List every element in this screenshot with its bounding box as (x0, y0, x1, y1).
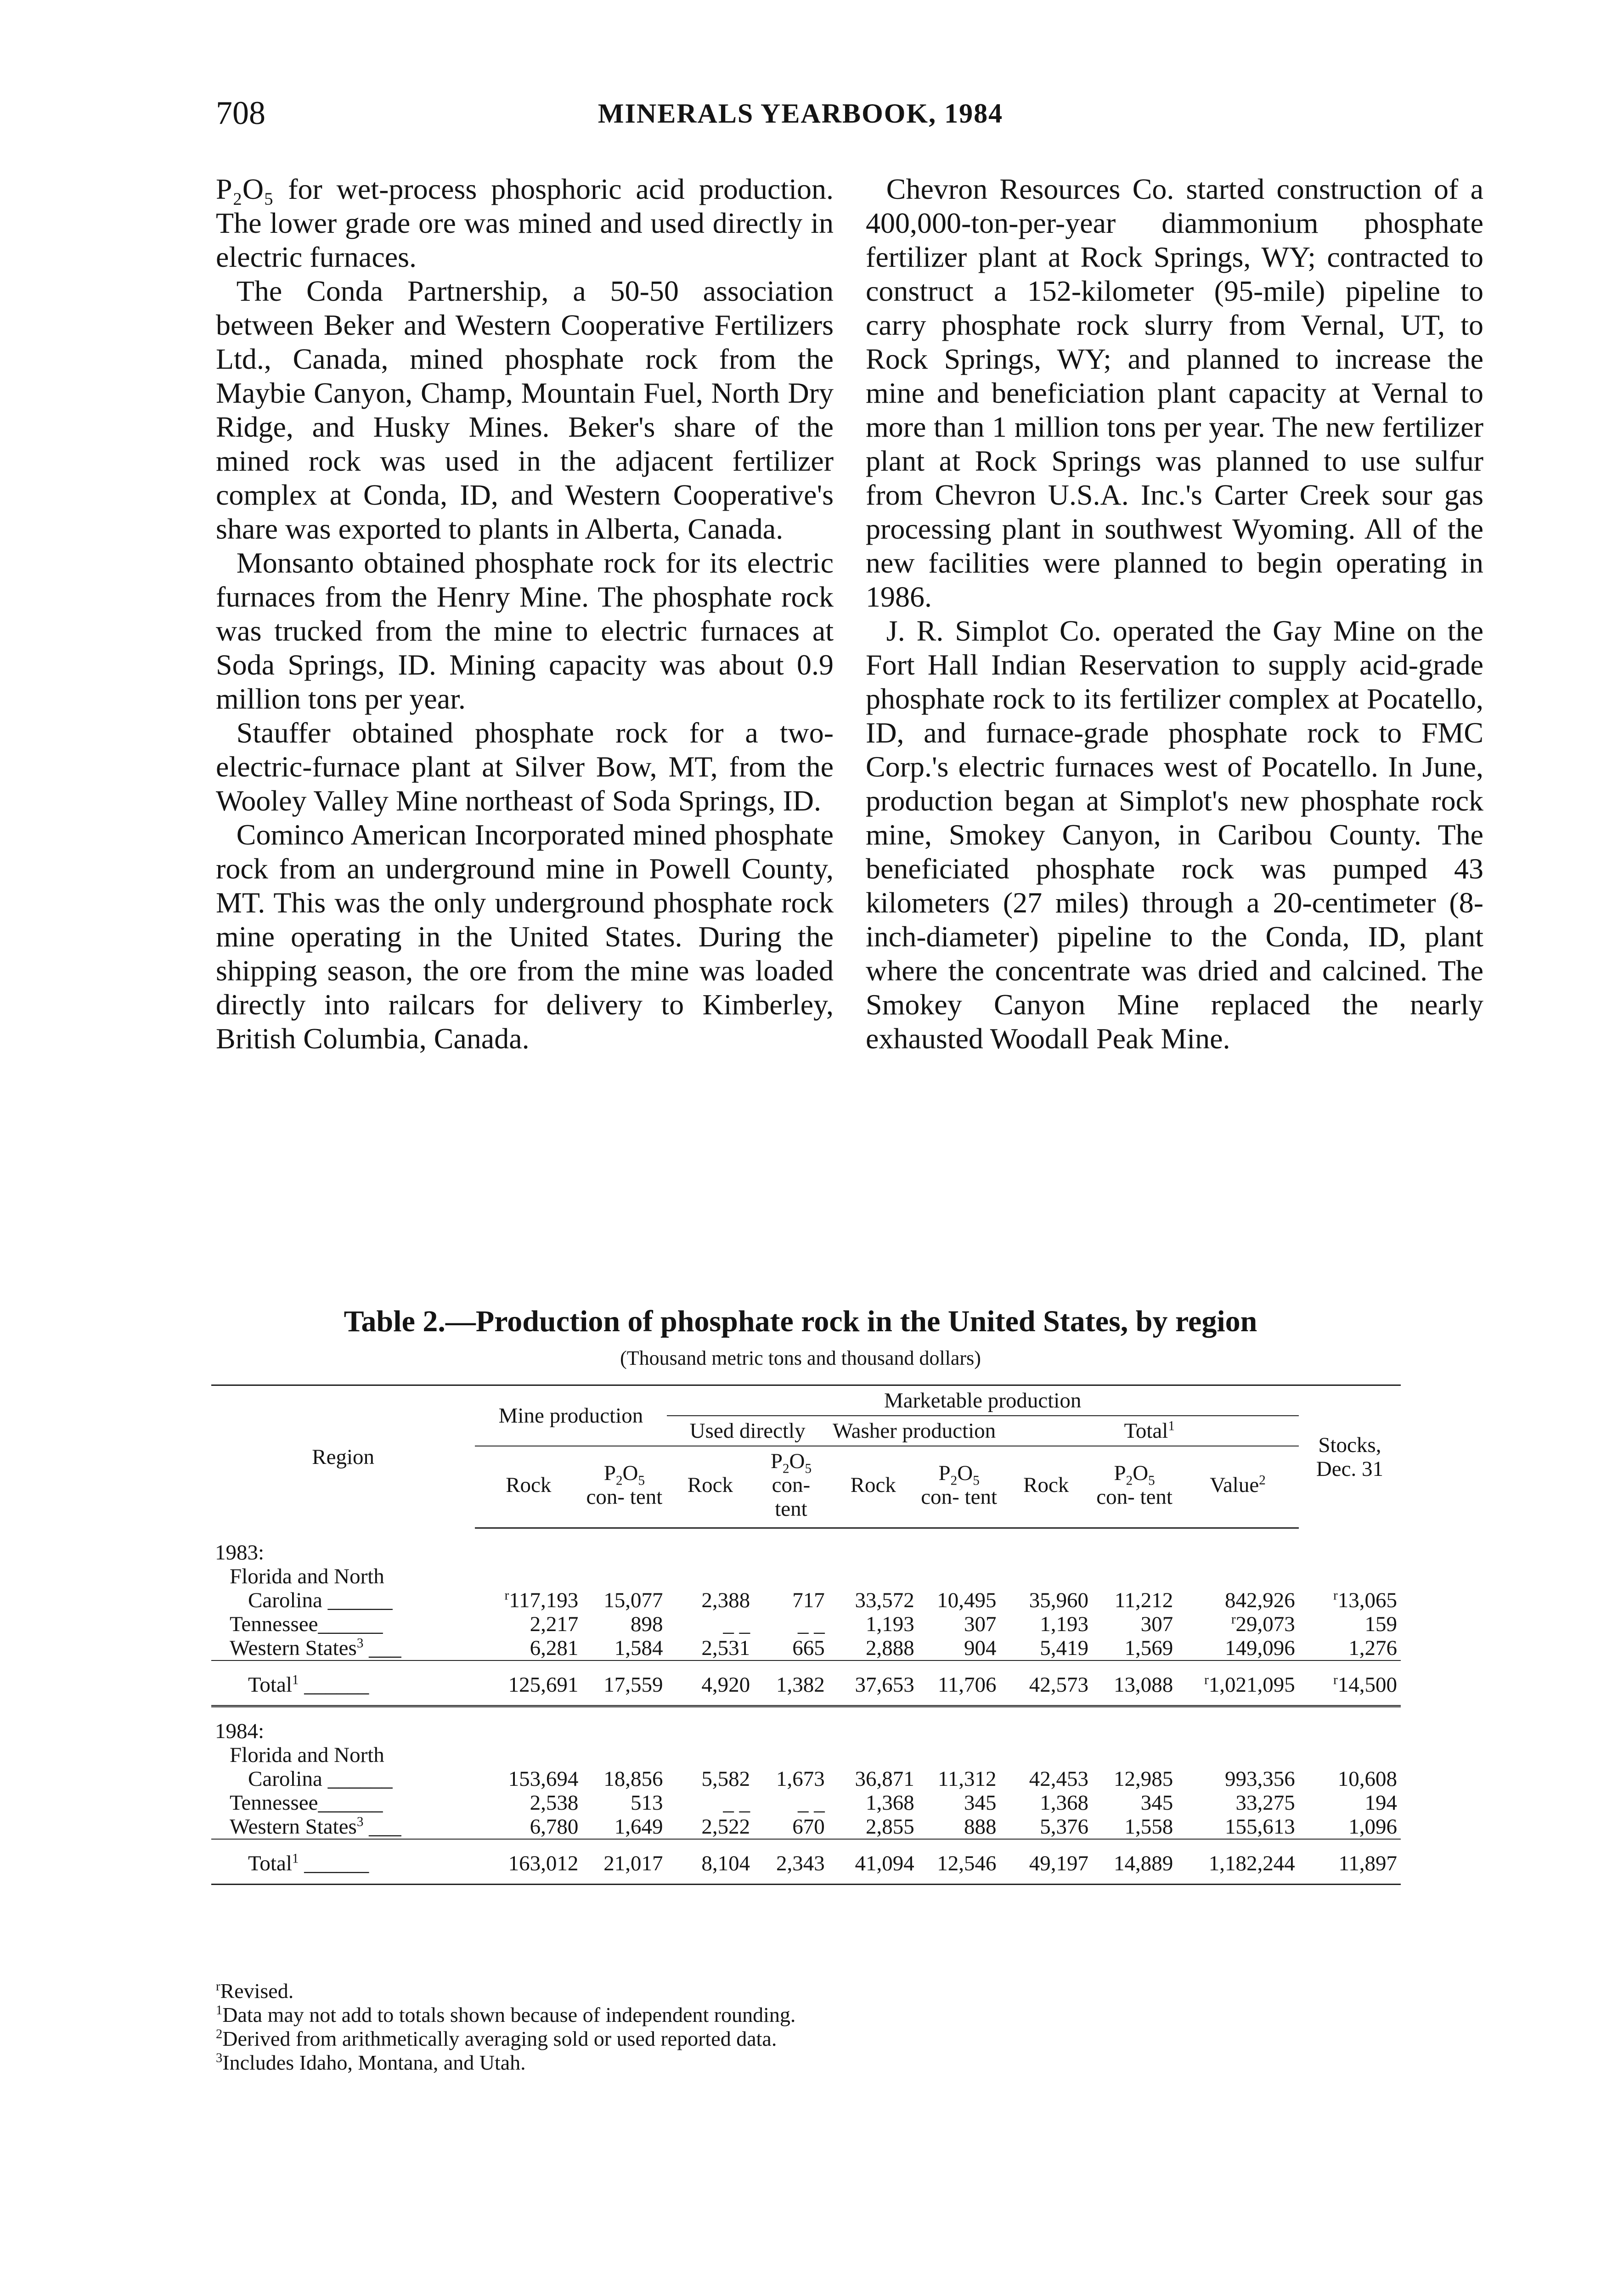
cell: 665 (792, 1636, 825, 1660)
cell: 904 (964, 1636, 997, 1660)
cell: 345 (1140, 1791, 1173, 1815)
cell: _ _ (797, 1612, 825, 1636)
cell: 37,653 (829, 1660, 918, 1706)
cell: 2,888 (866, 1636, 914, 1660)
cell: _ _ (723, 1791, 750, 1815)
cell: 5,376 (1040, 1815, 1089, 1839)
cell: 1,569 (1124, 1636, 1173, 1660)
right-text-column (866, 172, 1483, 1056)
cell: 155,613 (1225, 1815, 1295, 1839)
cell: 17,559 (582, 1660, 666, 1706)
header-p2o5-content: $P_2O_5$ con- tent (582, 1446, 666, 1528)
header-stocks: Stocks, Dec. 31 (1299, 1385, 1401, 1528)
cell: 2,855 (866, 1815, 914, 1839)
table-row (211, 1706, 1401, 1744)
cell: 33,275 (1235, 1791, 1295, 1815)
cell: 1,673 (776, 1767, 825, 1791)
running-title: MINERALS YEARBOOK, 1984 (598, 98, 1003, 129)
table-row (211, 1815, 1401, 1839)
table-row (211, 1528, 1401, 1565)
cell: 2,343 (754, 1839, 829, 1885)
table-row (211, 1791, 1401, 1815)
cell: 2,522 (701, 1815, 750, 1839)
cell: 888 (964, 1815, 997, 1839)
cell: 6,780 (530, 1815, 579, 1839)
header-rock: Rock (475, 1446, 582, 1528)
footnote-revised: $^r$Revised. (216, 1979, 294, 2003)
cell: 898 (631, 1612, 663, 1636)
cell: 153,694 (508, 1767, 579, 1791)
cell: 5,582 (701, 1767, 750, 1791)
cell: 4,920 (667, 1660, 754, 1706)
footnote-1: $^1$Data may not add to totals shown because of independent rounding. (216, 2003, 796, 2026)
table-row (211, 1767, 1401, 1791)
cell: 2,388 (701, 1588, 750, 1612)
table-row (211, 1636, 1401, 1660)
cell: 11,897 (1299, 1839, 1401, 1885)
paragraph-chevron: Chevron Resources Co. started construction of a 400,000-ton-per-year diammonium phosphate fertilizer plant at Rock Springs, WY; contracted to construct a 152-kilometer (95-mile) pipeline to carry phosphate rock slurry from Vernal, UT, to Rock Springs, WY; and planned to increase the mine and beneficiation plant capacity at Vernal to more than 1 million tons per year. The new fertilizer plant at Rock Springs was planned to use sulfur from Chevron U.S.A. Inc.'s Carter Creek sour gas processing plant in southwest Wyoming. All of the new facilities were planned to begin operating in 1986. (866, 173, 1483, 613)
header-washer-production: Washer production (829, 1416, 1000, 1446)
cell: 1,584 (614, 1636, 663, 1660)
cell: 21,017 (582, 1839, 666, 1885)
cell: 307 (964, 1612, 997, 1636)
cell: 1,096 (1348, 1815, 1397, 1839)
table-row (211, 1588, 1401, 1612)
footnote-3: $^3$Includes Idaho, Montana, and Utah. (216, 2051, 526, 2074)
cell: 1,193 (866, 1612, 914, 1636)
cell: $^r$14,500 (1299, 1660, 1401, 1706)
cell: 149,096 (1225, 1636, 1295, 1660)
cell: 717 (792, 1588, 825, 1612)
cell: 42,453 (1029, 1767, 1089, 1791)
table-title: Table 2.—Production of phosphate rock in the United States, by region (344, 1305, 1257, 1338)
cell: 1,382 (754, 1660, 829, 1706)
footnote-2: $^2$Derived from arithmetically averaging sold or used reported data. (216, 2027, 777, 2050)
header-total: Total$^1$ (1000, 1416, 1299, 1446)
cell: 670 (792, 1815, 825, 1839)
cell: 14,889 (1092, 1839, 1177, 1885)
cell: 159 (1364, 1612, 1397, 1636)
cell: 5,419 (1040, 1636, 1089, 1660)
cell: 8,104 (667, 1839, 754, 1885)
header-p2o5-content: $P_2O_5$ con- tent (754, 1446, 829, 1528)
cell: 513 (631, 1791, 663, 1815)
table-row (211, 1743, 1401, 1767)
cell: 1,193 (1040, 1612, 1089, 1636)
region-label: Tennessee______ (230, 1791, 383, 1815)
paragraph-p2o5: P₂O₅ for wet-process phosphoric acid production. The lower grade ore was mined and used directly in electric furnaces. (216, 173, 834, 273)
cell: 49,197 (1000, 1839, 1092, 1885)
year-label: 1984: (215, 1719, 265, 1743)
region-label: Western States$^3$ ___ (230, 1814, 401, 1839)
cell: 10,495 (937, 1588, 997, 1612)
cell: 42,573 (1000, 1660, 1092, 1706)
header-used-directly: Used directly (667, 1416, 829, 1446)
cell: 13,088 (1092, 1660, 1177, 1706)
paragraph-cominco: Cominco American Incorporated mined phosphate rock from an underground mine in Powell County, MT. This was the only underground phosphate rock mine operating in the United States. During the shipping season, the ore from the mine was loaded directly into railcars for delivery to Kimberley, British Columbia, Canada. (216, 818, 834, 1055)
region-label: Florida and North (230, 1743, 384, 1767)
cell: 163,012 (475, 1839, 582, 1885)
header-mine-production: Mine production (475, 1385, 666, 1446)
paragraph-stauffer: Stauffer obtained phosphate rock for a two-electric-furnace plant at Silver Bow, MT, from the Wooley Valley Mine northeast of Soda Springs, ID. (216, 716, 834, 817)
cell: 11,312 (938, 1767, 997, 1791)
cell: 41,094 (829, 1839, 918, 1885)
cell: 18,856 (603, 1767, 663, 1791)
cell: 1,368 (1040, 1791, 1089, 1815)
table-row (211, 1564, 1401, 1588)
cell: $^r$29,073 (1231, 1612, 1295, 1636)
page-header (0, 94, 1601, 131)
header-region: Region (211, 1385, 475, 1528)
region-label: Total$^1$ ______ (211, 1660, 475, 1706)
header-rock: Rock (1000, 1446, 1092, 1528)
cell: 1,558 (1124, 1815, 1173, 1839)
table-row-total (211, 1839, 1401, 1885)
table-row-total (211, 1660, 1401, 1706)
page-number: 708 (216, 95, 265, 131)
cell: 12,546 (918, 1839, 1000, 1885)
cell: 10,608 (1337, 1767, 1397, 1791)
cell: 15,077 (603, 1588, 663, 1612)
cell: 993,356 (1225, 1767, 1295, 1791)
region-label: Total$^1$ ______ (211, 1839, 475, 1885)
cell: 1,649 (614, 1815, 663, 1839)
cell: 1,368 (866, 1791, 914, 1815)
left-text-column (216, 172, 834, 1056)
cell: $^r$117,193 (504, 1588, 579, 1612)
header-p2o5-content: $P_2O_5$ con- tent (1092, 1446, 1177, 1528)
paragraph-conda: The Conda Partnership, a 50-50 association between Beker and Western Cooperative Fertilizers Ltd., Canada, mined phosphate rock from the Maybie Canyon, Champ, Mountain Fuel, North Dry Ridge, and Husky Mines. Beker's share of the mined rock was used in the adjacent fertilizer complex at Conda, ID, and Western Cooperative's share was exported to plants in Alberta, Canada. (216, 275, 834, 545)
cell: 125,691 (475, 1660, 582, 1706)
header-rock: Rock (667, 1446, 754, 1528)
header-value: Value$^2$ (1177, 1446, 1299, 1528)
region-label: Carolina ______ (248, 1767, 393, 1791)
cell: 12,985 (1113, 1767, 1173, 1791)
cell: 307 (1140, 1612, 1173, 1636)
cell: 194 (1364, 1791, 1397, 1815)
header-marketable-production: Marketable production (667, 1385, 1299, 1416)
cell: 11,212 (1114, 1588, 1173, 1612)
region-label: Western States$^3$ ___ (230, 1636, 401, 1660)
cell: 345 (964, 1791, 997, 1815)
region-label: Tennessee______ (230, 1612, 383, 1636)
cell: 2,538 (530, 1791, 579, 1815)
cell: 36,871 (855, 1767, 914, 1791)
cell: 6,281 (530, 1636, 579, 1660)
table-row (211, 1612, 1401, 1636)
table-header-row-1 (211, 1385, 1401, 1416)
cell: 1,182,244 (1177, 1839, 1299, 1885)
production-table (211, 1384, 1401, 1885)
paragraph-monsanto: Monsanto obtained phosphate rock for its electric furnaces from the Henry Mine. The phosphate rock was trucked from the mine to electric furnaces at Soda Springs, ID. Mining capacity was about 0.9 million tons per year. (216, 546, 834, 715)
paragraph-simplot: J. R. Simplot Co. operated the Gay Mine on the Fort Hall Indian Reservation to supply acid-grade phosphate rock to its fertilizer complex at Pocatello, ID, and furnace-grade phosphate rock to FMC Corp.'s electric furnaces west of Pocatello. In June, production began at Simplot's new phosphate rock mine, Smokey Canyon, in Caribou County. The beneficiated phosphate rock was pumped 43 kilometers (27 miles) through a 20-centimeter (8-inch-diameter) pipeline to the Conda, ID, plant where the concentrate was dried and calcined. The Smokey Canyon Mine replaced the nearly exhausted Woodall Peak Mine. (866, 614, 1483, 1055)
cell: 35,960 (1029, 1588, 1089, 1612)
cell: $^r$1,021,095 (1177, 1660, 1299, 1706)
cell: 842,926 (1225, 1588, 1295, 1612)
cell: 2,217 (530, 1612, 579, 1636)
table-subtitle: (Thousand metric tons and thousand dollars) (620, 1347, 981, 1369)
region-label: Florida and North (230, 1564, 384, 1588)
cell: $^r$13,065 (1333, 1588, 1397, 1612)
header-p2o5-content: $P_2O_5$ con- tent (918, 1446, 1000, 1528)
cell: _ _ (723, 1612, 750, 1636)
table-footnotes (216, 1979, 1401, 2075)
year-label: 1983: (215, 1541, 265, 1564)
cell: _ _ (797, 1791, 825, 1815)
header-rock: Rock (829, 1446, 918, 1528)
cell: 11,706 (918, 1660, 1000, 1706)
cell: 1,276 (1348, 1636, 1397, 1660)
cell: 2,531 (701, 1636, 750, 1660)
region-label: Carolina ______ (248, 1588, 393, 1612)
cell: 33,572 (855, 1588, 914, 1612)
